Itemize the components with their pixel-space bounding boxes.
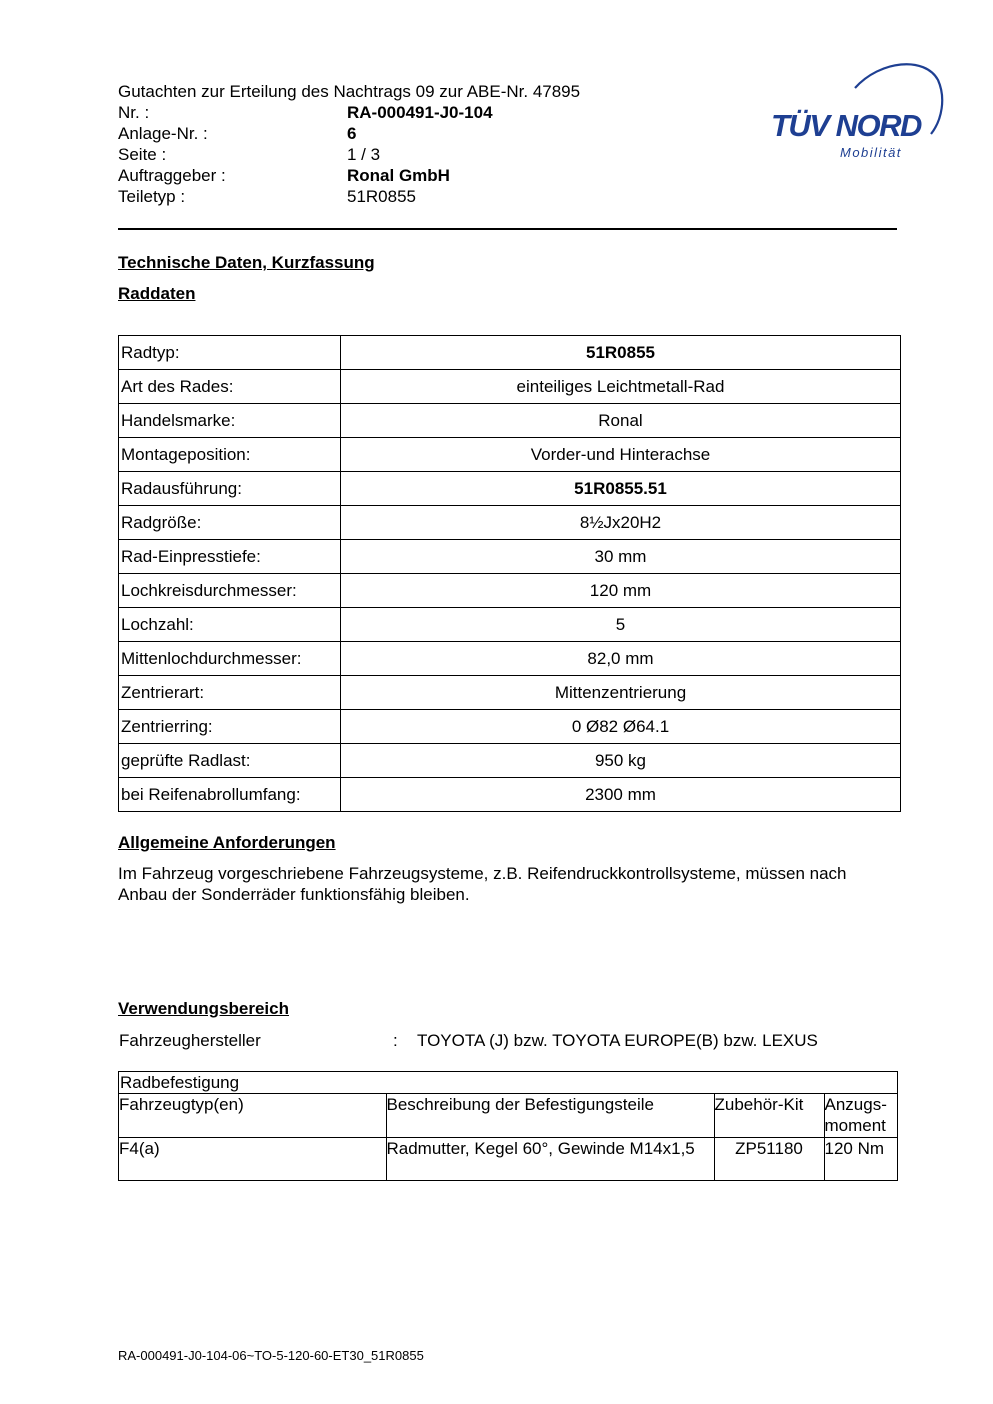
wheel-data-label: Lochkreisdurchmesser: [119, 574, 341, 608]
column-header-beschreibung: Beschreibung der Befestigungsteile [386, 1094, 714, 1138]
table-row [119, 472, 901, 506]
wheel-data-table [118, 335, 901, 812]
wheel-data-value: Mittenzentrierung [341, 676, 901, 710]
wheel-data-label: Montageposition: [119, 438, 341, 472]
manufacturer-colon: : [393, 1031, 398, 1050]
cell-zubehoer-kit: ZP51180 [714, 1138, 824, 1181]
wheel-data-value: 51R0855 [341, 336, 901, 370]
wheel-data-value: 2300 mm [341, 778, 901, 812]
table-row [119, 438, 901, 472]
manufacturer-value: TOYOTA (J) bzw. TOYOTA EUROPE(B) bzw. LEXUS [417, 1031, 818, 1050]
column-header-zubehoer-kit: Zubehör-Kit [714, 1094, 824, 1138]
table-row [119, 642, 901, 676]
column-header-fahrzeugtyp: Fahrzeugtyp(en) [119, 1094, 386, 1138]
table-row [119, 370, 901, 404]
header-label: Seite : [118, 145, 167, 164]
document-title: Gutachten zur Erteilung des Nachtrags 09 zur ABE-Nr. 47895 [118, 82, 581, 101]
table-row [119, 506, 901, 540]
header-label: Anlage-Nr. : [118, 124, 208, 143]
wheel-data-label: Handelsmarke: [119, 404, 341, 438]
section-heading-technische-daten: Technische Daten, Kurzfassung [118, 253, 375, 272]
header-value: 1 / 3 [347, 145, 381, 164]
wheel-data-value: Vorder-und Hinterachse [341, 438, 901, 472]
table-row [119, 336, 901, 370]
wheel-data-value: Ronal [341, 404, 901, 438]
mounting-table [118, 1071, 898, 1181]
table-row [119, 778, 901, 812]
wheel-data-label: Radausführung: [119, 472, 341, 506]
header-value: 6 [347, 124, 357, 143]
logo-subtitle: Mobilität [840, 145, 902, 160]
wheel-data-label: Mittenlochdurchmesser: [119, 642, 341, 676]
wheel-data-label: Art des Rades: [119, 370, 341, 404]
table-row [119, 608, 901, 642]
header-label: Nr. : [118, 103, 150, 122]
header-label: Auftraggeber : [118, 166, 226, 185]
section-heading-verwendungsbereich: Verwendungsbereich [118, 999, 289, 1018]
section-heading-allgemeine-anforderungen: Allgemeine Anforderungen [118, 833, 336, 852]
wheel-data-value: 950 kg [341, 744, 901, 778]
wheel-data-label: Radtyp: [119, 336, 341, 370]
document-footer: RA-000491-J0-104-06~TO-5-120-60-ET30_51R0855 [118, 1348, 424, 1363]
table-row [119, 710, 901, 744]
wheel-data-value: 82,0 mm [341, 642, 901, 676]
wheel-data-value: 30 mm [341, 540, 901, 574]
mounting-table-title: Radbefestigung [119, 1072, 897, 1094]
wheel-data-label: bei Reifenabrollumfang: [119, 778, 341, 812]
wheel-data-value: einteiliges Leichtmetall-Rad [341, 370, 901, 404]
table-row [119, 744, 901, 778]
cell-fahrzeugtyp: F4(a) [119, 1138, 386, 1181]
wheel-data-value: 51R0855.51 [341, 472, 901, 506]
header-value: RA-000491-J0-104 [347, 103, 493, 122]
wheel-data-label: Radgröße: [119, 506, 341, 540]
header-value: 51R0855 [347, 187, 417, 206]
table-row [119, 540, 901, 574]
logo-wordmark: TÜV NORD [771, 108, 921, 143]
wheel-data-value: 120 mm [341, 574, 901, 608]
wheel-data-value: 8½Jx20H2 [341, 506, 901, 540]
wheel-data-value: 0 Ø82 Ø64.1 [341, 710, 901, 744]
table-row [119, 676, 901, 710]
wheel-data-label: Lochzahl: [119, 608, 341, 642]
wheel-data-value: 5 [341, 608, 901, 642]
column-header-anzugsmoment: Anzugs-moment [824, 1094, 897, 1138]
table-row [119, 404, 901, 438]
mounting-header-row [119, 1094, 897, 1138]
general-requirements-text: Im Fahrzeug vorgeschriebene Fahrzeugsysteme, z.B. Reifendruckkontrollsysteme, müssen nach Anbau der Sonderräder funktionsfähig bleiben. [118, 864, 847, 904]
wheel-data-label: Zentrierart: [119, 676, 341, 710]
table-row [119, 574, 901, 608]
manufacturer-label: Fahrzeughersteller [119, 1031, 261, 1050]
wheel-data-label: Rad-Einpresstiefe: [119, 540, 341, 574]
cell-beschreibung: Radmutter, Kegel 60°, Gewinde M14x1,5 [386, 1138, 714, 1181]
header-label: Teiletyp : [118, 187, 186, 206]
section-heading-raddaten: Raddaten [118, 284, 196, 303]
header-divider [118, 228, 897, 230]
header-value: Ronal GmbH [347, 166, 450, 185]
table-row [119, 1138, 897, 1181]
wheel-data-label: Zentrierring: [119, 710, 341, 744]
wheel-data-label: geprüfte Radlast: [119, 744, 341, 778]
cell-anzugsmoment: 120 Nm [824, 1139, 885, 1158]
